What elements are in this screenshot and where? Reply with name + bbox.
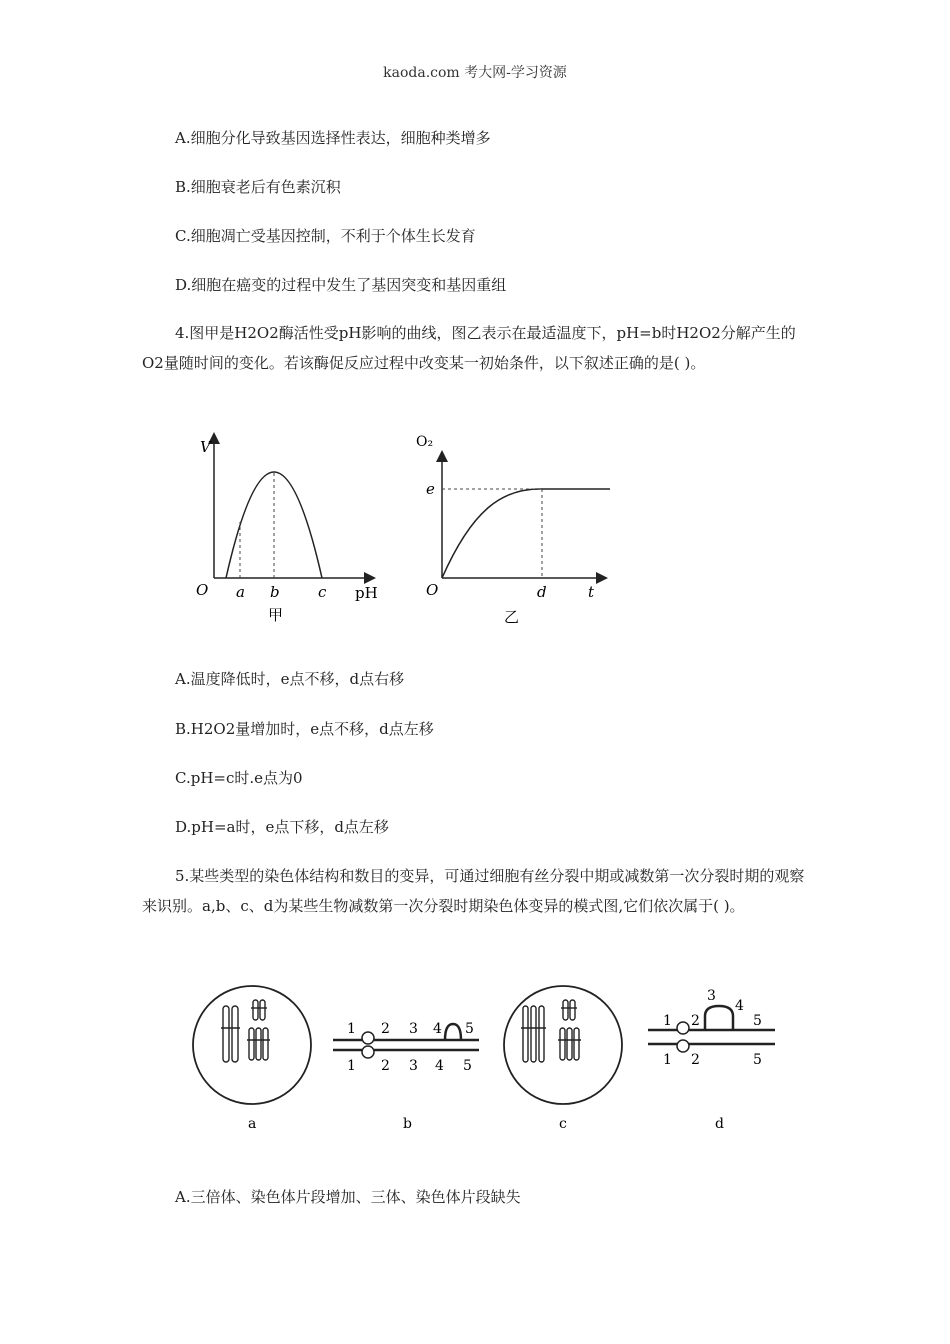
jia-tick-c: c (318, 583, 327, 601)
jia-origin: O (196, 581, 209, 599)
b-top-1: 1 (347, 1021, 356, 1037)
jia-x-label: pH (355, 584, 378, 602)
yi-tick-d: d (537, 583, 547, 601)
chromosome-pair-d (648, 988, 775, 1068)
q3-option-c: C.细胞凋亡受基因控制，不利于个体生长发育 (175, 227, 476, 245)
graph-jia (196, 438, 378, 624)
d-top-5: 5 (753, 1013, 762, 1029)
q4-option-b: B.H2O2量增加时，e点不移，d点左移 (175, 720, 434, 738)
d-bottom-1: 1 (663, 1052, 672, 1068)
b-bottom-5: 5 (463, 1058, 472, 1074)
yi-tick-e: e (426, 480, 435, 498)
yi-x-label: t (588, 583, 595, 601)
q4-option-d: D.pH=a时，e点下移，d点左移 (175, 818, 389, 836)
d-top-4: 4 (735, 998, 744, 1014)
q3-option-a: A.细胞分化导致基因选择性表达，细胞种类增多 (175, 129, 491, 147)
jia-tick-a: a (236, 583, 245, 601)
yi-y-label: O₂ (416, 434, 434, 450)
q3-option-b: B.细胞衰老后有色素沉积 (175, 178, 341, 196)
b-bottom-2: 2 (381, 1058, 390, 1074)
b-bottom-3: 3 (409, 1058, 418, 1074)
yi-curve (442, 489, 610, 578)
d-bottom-5: 5 (753, 1052, 762, 1068)
d-bottom-2: 2 (691, 1052, 700, 1068)
cell-a (193, 986, 311, 1104)
b-bottom-1: 1 (347, 1058, 356, 1074)
b-top-5: 5 (465, 1021, 474, 1037)
page-header: kaoda.com 考大网-学习资源 (383, 65, 567, 81)
q4-stem (142, 318, 812, 378)
panel-label-a: a (248, 1116, 257, 1132)
d-top-2: 2 (691, 1013, 700, 1029)
b-bottom-4: 4 (435, 1058, 444, 1074)
panel-label-d: d (715, 1116, 724, 1132)
panel-label-c: c (559, 1116, 567, 1132)
q3-option-d: D.细胞在癌变的过程中发生了基因突变和基因重组 (175, 276, 507, 294)
q5-stem-text: 5.某些类型的染色体结构和数目的变异，可通过细胞有丝分裂中期或减数第一次分裂时期的观察来识别。a,b、c、d为某些生物减数第一次分裂时期染色体变异的模式图,它们依次属于( )。 (142, 867, 805, 915)
q4-option-a: A.温度降低时，e点不移，d点右移 (175, 670, 405, 688)
d-top-1: 1 (663, 1013, 672, 1029)
q5-option-a: A.三倍体、染色体片段增加、三体、染色体片段缺失 (175, 1188, 521, 1206)
panel-label-b: b (403, 1116, 412, 1132)
jia-y-label: V (200, 438, 211, 456)
q4-figure (190, 430, 620, 630)
chromosome-pair-b (333, 1021, 479, 1074)
b-top-2: 2 (381, 1021, 390, 1037)
q5-stem (142, 861, 812, 921)
b-top-4: 4 (433, 1021, 442, 1037)
yi-origin: O (426, 581, 439, 599)
q5-figure (185, 978, 785, 1138)
graph-yi (416, 434, 610, 626)
q4-option-c: C.pH=c时.e点为0 (175, 769, 303, 787)
q4-stem-text: 4.图甲是H2O2酶活性受pH影响的曲线，图乙表示在最适温度下，pH=b时H2O2分解产生的O2量随时间的变化。若该酶促反应过程中改变某一初始条件，以下叙述正确的是( )。 (142, 324, 796, 372)
cell-c (504, 986, 622, 1104)
jia-caption: 甲 (268, 606, 284, 624)
d-top-3: 3 (707, 988, 716, 1004)
b-top-3: 3 (409, 1021, 418, 1037)
jia-tick-b: b (270, 583, 280, 601)
yi-caption: 乙 (504, 608, 520, 626)
